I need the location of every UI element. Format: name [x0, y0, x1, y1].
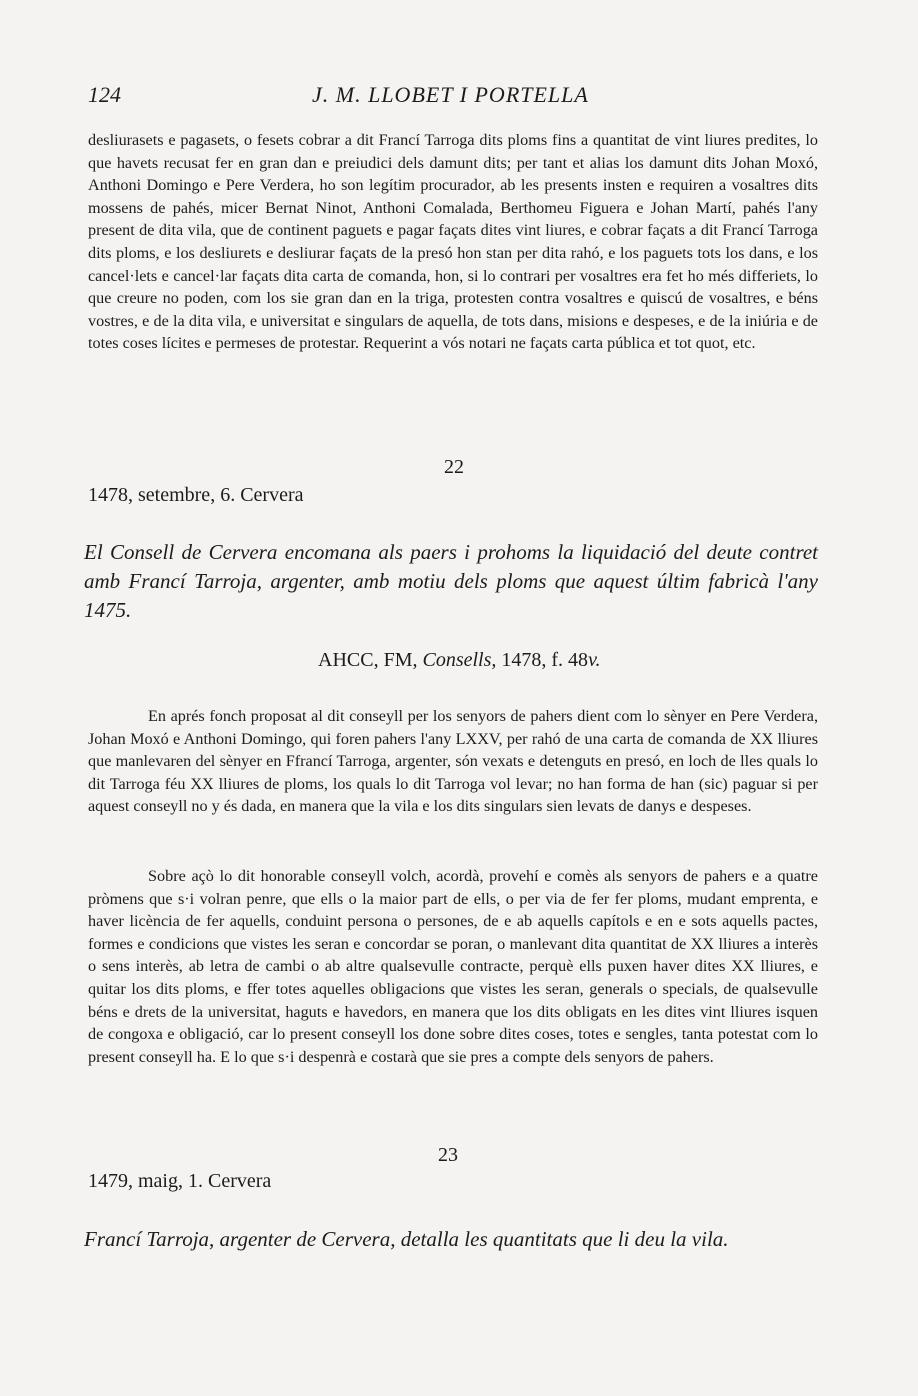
document-date-22: 1478, setembre, 6. Cervera — [88, 484, 304, 506]
source-archive: AHCC, FM, — [318, 649, 423, 671]
source-year-folio: 1478, f. 48 — [496, 649, 589, 671]
running-header-author: J. M. LLOBET I PORTELLA — [312, 82, 589, 107]
document-22-paragraph-1: En aprés fonch proposat al dit conseyll per los senyors de pahers dient com lo sènyer en Pere Verdera, Johan Moxó e Anthoni Domingo, qui foren pahers l'any LXXV, per rahó de una carta de comanda de XX lliures que manlevaren del sènyer en Ffrancí Tarroga, argenter, són vexats e detenguts en presó, en loch de lles quals lo dit Tarroga féu XX lliures de ploms, los quals lo dit Tarroga vol levar; no han forma de han (sic) paguar si per aquest conseyll no y és dada, en manera que la vila e los dits singulars sien levats de danys e despeses. — [88, 707, 818, 816]
document-22-paragraph-2: Sobre açò lo dit honorable conseyll volch, acordà, provehí e comès als senyors de pahers e a quatre pròmens que s·i volran penre, que ells o la maior part de ells, o per via de fer fer ploms, mudant emprenta, e haver licència de fer aquells, conduint persona o persones, de e ab aquells capítols e en e sots aquells pactes, formes e condicions que vistes les seran e concordar se poran, o manlevant dita quantitat de XX lliures a interès o sens interès, ab letra de cambi o ab altre qualsevulle contracte, perquè ells puxen haver dites XX lliures, e quitar los dits ploms, e ffer totes aquelles obligacions que vistes les seran, generals o specials, de qualsevulle béns e drets de la universitat, haguts e havedors, en manera que los dits obligats en les dites vint lliures isquen de congoxa e obligació, car lo present conseyll los done sobre dites coses, totes e sengles, tanta potestat com lo present conseyll ha. E lo que s·i despenrà e costarà que sie pres a compte dels senyors de pahers. — [88, 867, 818, 1066]
source-series: Consells, — [422, 649, 497, 671]
document-number-23: 23 — [438, 1144, 458, 1166]
continuation-paragraph: desliurasets e pagasets, o fesets cobrar a dit Francí Tarroga dits ploms fins a quantitat de vint liures predites, lo que havets recusat fer en gran dan e preiudici dels damunt dits; per tant et alias los damunt dits Johan Moxó, Anthoni Domingo e Pere Verdera, ho son legítim procurador, ab les presents insten e requiren a vosaltres dits mossens de pahés, micer Bernat Ninot, Anthoni Comalada, Berthomeu Figuera e Johan Martí, pahés l'any present de dita vila, que de continent paguets e pagar façats dites vint liures, e cobrar façats a dit Francí Tarroga dits ploms, e los desliurets e desliurar façats de la presó hon stan per dita rahó, e los paguets tots los dans, e los cancel·lets e cancel·lar façats dita carta de comanda, hon, si lo contrari per vosaltres era fet ho més differiets, lo que creure no poden, com los sie gran dan en la triga, protesten contra vosaltres e quiscú de vosaltres, e béns vostres, e de la dita vila, e universitat e singulars de aquella, de tots dans, misions e despeses, e de la iniúria e de totes coses lícites e permeses de protestar. Requerint a vós notari ne façats carta pública et tot quot, etc. — [88, 131, 818, 353]
archival-source-22 — [318, 649, 600, 672]
document-regest-23: Francí Tarroja, argenter de Cervera, detalla les quantitats que li deu la vila. — [84, 1227, 729, 1251]
document-number-22: 22 — [444, 456, 464, 478]
page-number: 124 — [88, 82, 121, 107]
source-folio-side: v. — [588, 649, 601, 671]
document-date-23: 1479, maig, 1. Cervera — [88, 1170, 272, 1192]
document-regest-22: El Consell de Cervera encomana als paers i prohoms la liquidació del deute contret amb Francí Tarroja, argenter, amb motiu dels ploms que aquest últim fabricà l'any 1475. — [84, 540, 818, 622]
